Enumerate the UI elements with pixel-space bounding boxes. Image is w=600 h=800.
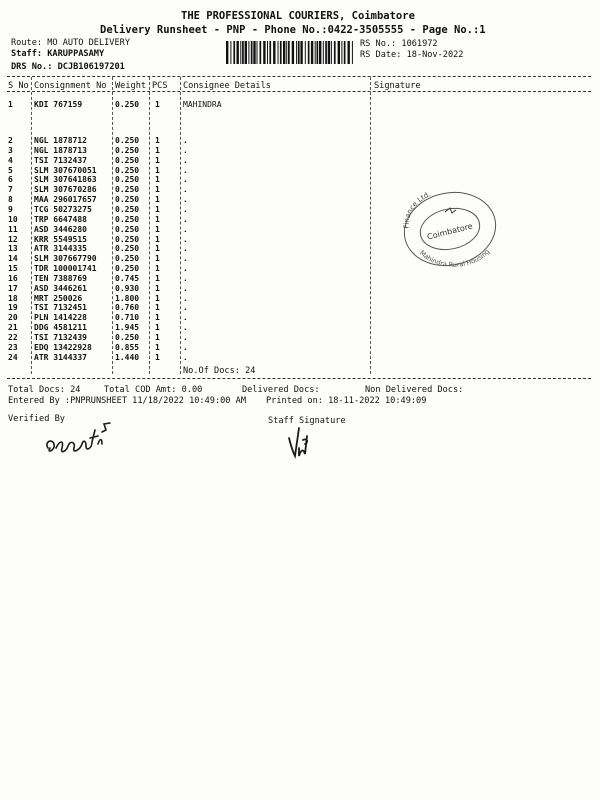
drs-label: DRS No.:: [11, 62, 53, 72]
cell-pcs: 1: [155, 204, 160, 214]
table-row: [0, 323, 600, 333]
table-row: [0, 264, 600, 274]
cell-pcs: 1: [155, 136, 160, 145]
cell-sno: 17: [8, 283, 18, 293]
cell-sno: 5: [8, 165, 13, 175]
cell-consignee-details: .: [183, 273, 188, 283]
cell-pcs: 1: [155, 333, 160, 342]
cell-pcs: 1: [155, 234, 160, 244]
cell-pcs: 1: [155, 352, 160, 362]
cell-weight: 0.710: [115, 313, 140, 323]
cell-consignee-details: .: [183, 313, 188, 323]
company-seal-stamp: [395, 184, 505, 274]
cell-weight: 0.250: [115, 185, 140, 195]
cell-weight: 0.855: [115, 342, 140, 352]
table-row: [0, 175, 600, 185]
col-header-consignment: Consignment No: [34, 81, 107, 91]
cell-weight: 0.250: [115, 234, 140, 244]
table-row: [0, 136, 600, 146]
cell-consignee-details: .: [183, 244, 188, 254]
table-row: [0, 146, 600, 156]
cell-sno: 13: [8, 244, 18, 254]
cell-consignee-details: .: [183, 136, 188, 145]
cell-pcs: 1: [155, 155, 160, 165]
route-label: Route: MO AUTO DELIVERY: [11, 38, 130, 48]
cell-weight: 1.800: [115, 293, 140, 303]
cell-consignment-no: PLN 1414228: [34, 313, 87, 323]
cell-weight: 0.250: [115, 333, 140, 342]
cell-pcs: 1: [155, 145, 160, 155]
cell-consignee-details: .: [183, 303, 188, 313]
cell-consignee-details: .: [183, 342, 188, 352]
svg-text:Finance Ltd.: [403, 190, 432, 229]
cell-consignment-no: ASD 3446280: [34, 224, 87, 234]
table-row: [0, 244, 600, 254]
verified-by-signature: [40, 418, 130, 460]
cell-consignee-details: MAHINDRA: [183, 100, 222, 109]
table-row: [0, 303, 600, 313]
cell-consignment-no: KRR 5549515: [34, 234, 87, 244]
cell-sno: 14: [8, 254, 18, 264]
cell-pcs: 1: [155, 342, 160, 352]
cell-consignment-no: ASD 3446261: [34, 283, 87, 293]
table-row: [0, 156, 600, 166]
table-row: [0, 294, 600, 304]
cell-sno: 23: [8, 342, 18, 352]
cell-pcs: 1: [155, 185, 160, 195]
cell-sno: 15: [8, 264, 18, 274]
runsheet-title: Delivery Runsheet - PNP - Phone No.:0422-3505555 - Page No.:1: [100, 24, 486, 36]
cell-pcs: 1: [155, 100, 160, 109]
cell-sno: 19: [8, 303, 18, 313]
cell-consignment-no: ATR 3144335: [34, 244, 87, 254]
delivered-docs: Delivered Docs:: [242, 385, 320, 395]
cell-pcs: 1: [155, 244, 160, 254]
cell-consignee-details: .: [183, 333, 188, 342]
entered-by: Entered By :PNPRUNSHEET 11/18/2022 10:49:00 AM: [8, 396, 246, 406]
header-divider-bottom: [7, 91, 591, 92]
staff-label: Staff: KARUPPASAMY: [11, 49, 105, 59]
cell-consignee-details: .: [183, 264, 188, 274]
verified-by-label: Verified By: [8, 414, 65, 424]
drs-value: DCJB106197201: [57, 62, 125, 72]
cell-pcs: 1: [155, 283, 160, 293]
cell-sno: 24: [8, 352, 18, 362]
cell-consignee-details: .: [183, 323, 188, 333]
cell-consignment-no: TRP 6647488: [34, 214, 87, 224]
cell-consignment-no: DDG 4581211: [34, 323, 87, 333]
table-row: [0, 225, 600, 235]
cell-consignment-no: TSI 7132439: [34, 333, 87, 342]
table-row: [0, 274, 600, 284]
cell-consignee-details: .: [183, 195, 188, 205]
rs-date: RS Date: 18-Nov-2022: [360, 50, 464, 60]
cell-sno: 6: [8, 175, 13, 185]
cell-consignee-details: .: [183, 254, 188, 264]
col-header-consignee: Consignee Details: [183, 81, 271, 91]
company-title: THE PROFESSIONAL COURIERS, Coimbatore: [181, 10, 415, 22]
cell-consignee-details: .: [183, 155, 188, 165]
non-delivered-docs: Non Delivered Docs:: [365, 385, 464, 395]
cell-pcs: 1: [155, 273, 160, 283]
seal-text-center: Coimbatore: [426, 221, 474, 242]
table-row: [0, 353, 600, 363]
cell-consignment-no: MRT 250026: [34, 293, 83, 303]
cell-consignment-no: TSI 7132437: [34, 155, 87, 165]
cell-consignment-no: SLM 307667790: [34, 254, 97, 264]
cell-sno: 20: [8, 313, 18, 323]
cell-sno: 3: [8, 145, 13, 155]
cell-weight: 0.250: [115, 145, 140, 155]
cell-pcs: 1: [155, 254, 160, 264]
cell-consignment-no: SLM 307641863: [34, 175, 97, 185]
cell-sno: 10: [8, 214, 18, 224]
cell-consignment-no: ATR 3144337: [34, 352, 87, 362]
cell-consignment-no: EDQ 13422928: [34, 342, 92, 352]
seal-text-top: Finance Ltd.: [402, 190, 432, 229]
cell-sno: 1: [8, 100, 13, 109]
table-row: [0, 343, 600, 353]
seal-text-bottom: Mahindra Rural Housing: [418, 247, 492, 269]
header-divider-top: [7, 76, 591, 77]
cell-pcs: 1: [155, 303, 160, 313]
total-docs: Total Docs: 24: [8, 385, 81, 395]
cell-weight: 0.250: [115, 264, 140, 274]
cell-pcs: 1: [155, 165, 160, 175]
cell-sno: 22: [8, 333, 18, 342]
cell-weight: 0.930: [115, 283, 140, 293]
cell-consignee-details: .: [183, 224, 188, 234]
cell-weight: 0.250: [115, 136, 140, 145]
cell-sno: 18: [8, 293, 18, 303]
cell-consignee-details: .: [183, 185, 188, 195]
cell-pcs: 1: [155, 214, 160, 224]
staff-signature: [283, 420, 328, 462]
table-row: [0, 166, 600, 176]
cell-weight: 0.250: [115, 214, 140, 224]
cell-weight: 0.760: [115, 303, 140, 313]
drs-no: [11, 62, 125, 72]
cell-sno: 12: [8, 234, 18, 244]
cell-sno: 21: [8, 323, 18, 333]
cell-pcs: 1: [155, 264, 160, 274]
cell-consignment-no: MAA 296017657: [34, 195, 97, 205]
table-row: [0, 100, 600, 110]
col-header-sno: S No: [8, 81, 29, 91]
footer-divider: [7, 378, 591, 379]
col-header-weight: Weight: [115, 81, 147, 91]
table-row: [0, 195, 600, 205]
cell-consignee-details: .: [183, 165, 188, 175]
cell-weight: 0.250: [115, 204, 140, 214]
table-row: [0, 185, 600, 195]
cell-weight: 0.250: [115, 244, 140, 254]
cell-weight: 0.250: [115, 175, 140, 185]
cell-weight: 0.745: [115, 273, 140, 283]
cell-consignment-no: TEN 7388769: [34, 273, 87, 283]
col-header-signature: Signature: [374, 81, 421, 91]
cell-consignee-details: .: [183, 283, 188, 293]
cell-sno: 2: [8, 136, 13, 145]
table-row: [0, 284, 600, 294]
cell-consignment-no: TDR 100001741: [34, 264, 97, 274]
cell-pcs: 1: [155, 293, 160, 303]
rs-no: RS No.: 1061972: [360, 39, 438, 49]
cell-consignee-details: .: [183, 352, 188, 362]
cell-pcs: 1: [155, 224, 160, 234]
cell-sno: 7: [8, 185, 13, 195]
cell-sno: 16: [8, 273, 18, 283]
cell-sno: 8: [8, 195, 13, 205]
cell-weight: 0.250: [115, 254, 140, 264]
cell-weight: 1.440: [115, 352, 140, 362]
cell-consignee-details: .: [183, 175, 188, 185]
table-row: [0, 235, 600, 245]
table-row: [0, 215, 600, 225]
cell-pcs: 1: [155, 195, 160, 205]
table-row: [0, 313, 600, 323]
cell-consignment-no: TSI 7132451: [34, 303, 87, 313]
cell-sno: 11: [8, 224, 18, 234]
table-row: [0, 333, 600, 343]
cell-consignee-details: .: [183, 214, 188, 224]
total-cod: Total COD Amt: 0.00: [104, 385, 203, 395]
cell-consignee-details: .: [183, 145, 188, 155]
cell-weight: 0.250: [115, 195, 140, 205]
table-row: [0, 205, 600, 215]
svg-text:Mahindra Rural Housing: [418, 248, 491, 269]
cell-consignee-details: .: [183, 204, 188, 214]
cell-sno: 9: [8, 204, 13, 214]
cell-weight: 1.945: [115, 323, 140, 333]
cell-weight: 0.250: [115, 100, 140, 109]
cell-pcs: 1: [155, 175, 160, 185]
table-row: [0, 254, 600, 264]
cell-consignment-no: NGL 1878713: [34, 145, 87, 155]
no-of-docs: No.Of Docs: 24: [183, 366, 256, 376]
cell-sno: 4: [8, 155, 13, 165]
cell-pcs: 1: [155, 323, 160, 333]
cell-consignment-no: TCG 50273275: [34, 204, 92, 214]
staff-signature-label: Staff Signature: [268, 416, 346, 426]
cell-weight: 0.250: [115, 165, 140, 175]
cell-weight: 0.250: [115, 224, 140, 234]
cell-consignment-no: NGL 1878712: [34, 136, 87, 145]
cell-consignment-no: KDI 767159: [34, 100, 83, 109]
cell-consignment-no: SLM 307670051: [34, 165, 97, 175]
barcode: [226, 41, 356, 64]
col-header-pcs: PCS: [152, 81, 168, 91]
cell-pcs: 1: [155, 313, 160, 323]
cell-consignee-details: .: [183, 234, 188, 244]
cell-consignee-details: .: [183, 293, 188, 303]
cell-consignment-no: SLM 307670286: [34, 185, 97, 195]
cell-weight: 0.250: [115, 155, 140, 165]
printed-on: Printed on: 18-11-2022 10:49:09: [266, 396, 427, 406]
